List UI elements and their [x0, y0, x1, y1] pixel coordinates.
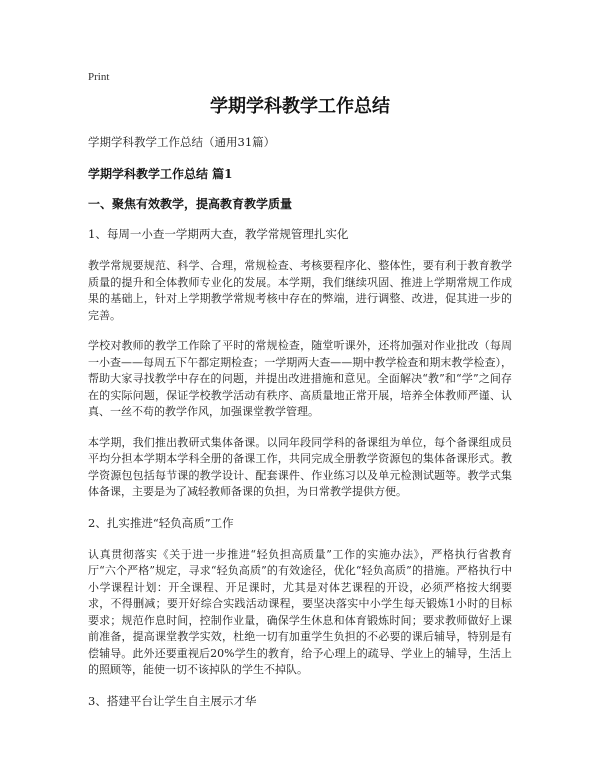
item-heading-2: 2、扎实推进“轻负高质”工作	[88, 515, 234, 530]
paragraph: 学校对教师的教学工作除了平时的常规检查，随堂听课外，还将加强对作业批改（每周一小查——每周五下午都定期检查；一学期两大查——期中教学检查和期末教学检查），帮助大家寻找教学中存在的问题，并提出改进措施和意见。全面解决“教”和“学”之间存在的实际问题，保证学校教学活动有秩序、高质量地正常开展，培养全体教师严谨、认真、一丝不苟的教学作风，加强课堂教学管理。	[88, 339, 512, 418]
page-title: 学期学科教学工作总结	[210, 96, 390, 117]
document-subtitle: 学期学科教学工作总结（通用31篇）	[88, 135, 276, 149]
paragraph: 认真贯彻落实《关于进一步推进“轻负担高质量”工作的实施办法》，严格执行省教育厅“六个严格”规定，寻求“轻负高质”的有效途径，优化“轻负高质”的措施。严格执行中小学课程计划：开全课程、开足课时，尤其是对体艺课程的开设，必须严格按大纲要求，不得删减；要开好综合实践活动课程，要坚决落实中小学生每天锻炼1小时的目标要求；规范作息时间，控制作业量，确保学生休息和体育锻炼时间；要求教师做好上课前准备，提高课堂教学实效，杜绝一切有加重学生负担的不必要的课后辅导，特别是有偿辅导。此外还要重视后20%学生的教育，给予心理上的疏导、学业上的辅导，生活上的照顾等，能使一切不该掉队的学生不掉队。	[88, 547, 512, 676]
print-label[interactable]: Print	[88, 71, 110, 83]
section-heading: 一、聚焦有效教学，提高教育教学质量	[88, 197, 293, 211]
paragraph: 教学常规要规范、科学、合理，常规检查、考核要程序化、整体性，要有利于教育教学质量的提升和全体教师专业化的发展。本学期，我们继续巩固、推进上学期常规工作成果的基础上，针对上学期教学常规考核中存在的弊端，进行调整、改进，促其进一步的完善。	[88, 259, 512, 322]
paragraph: 本学期，我们推出教研式集体备课。以同年段同学科的备课组为单位，每个备课组成员平均分担本学期本学科全册的备课工作，共同完成全册教学资源包的集体备课形式。教学资源包包括每节课的教学设计、配套课件、作业练习以及单元检测试题等。教学式集体备课，主要是为了减轻教师备课的负担，为日常教学提供方便。	[88, 435, 512, 498]
article-heading: 学期学科教学工作总结 篇1	[88, 167, 233, 181]
item-heading-3: 3、搭建平台让学生自主展示才华	[88, 693, 257, 708]
item-heading-1: 1、每周一小查一学期两大查，教学常规管理扎实化	[88, 227, 349, 241]
